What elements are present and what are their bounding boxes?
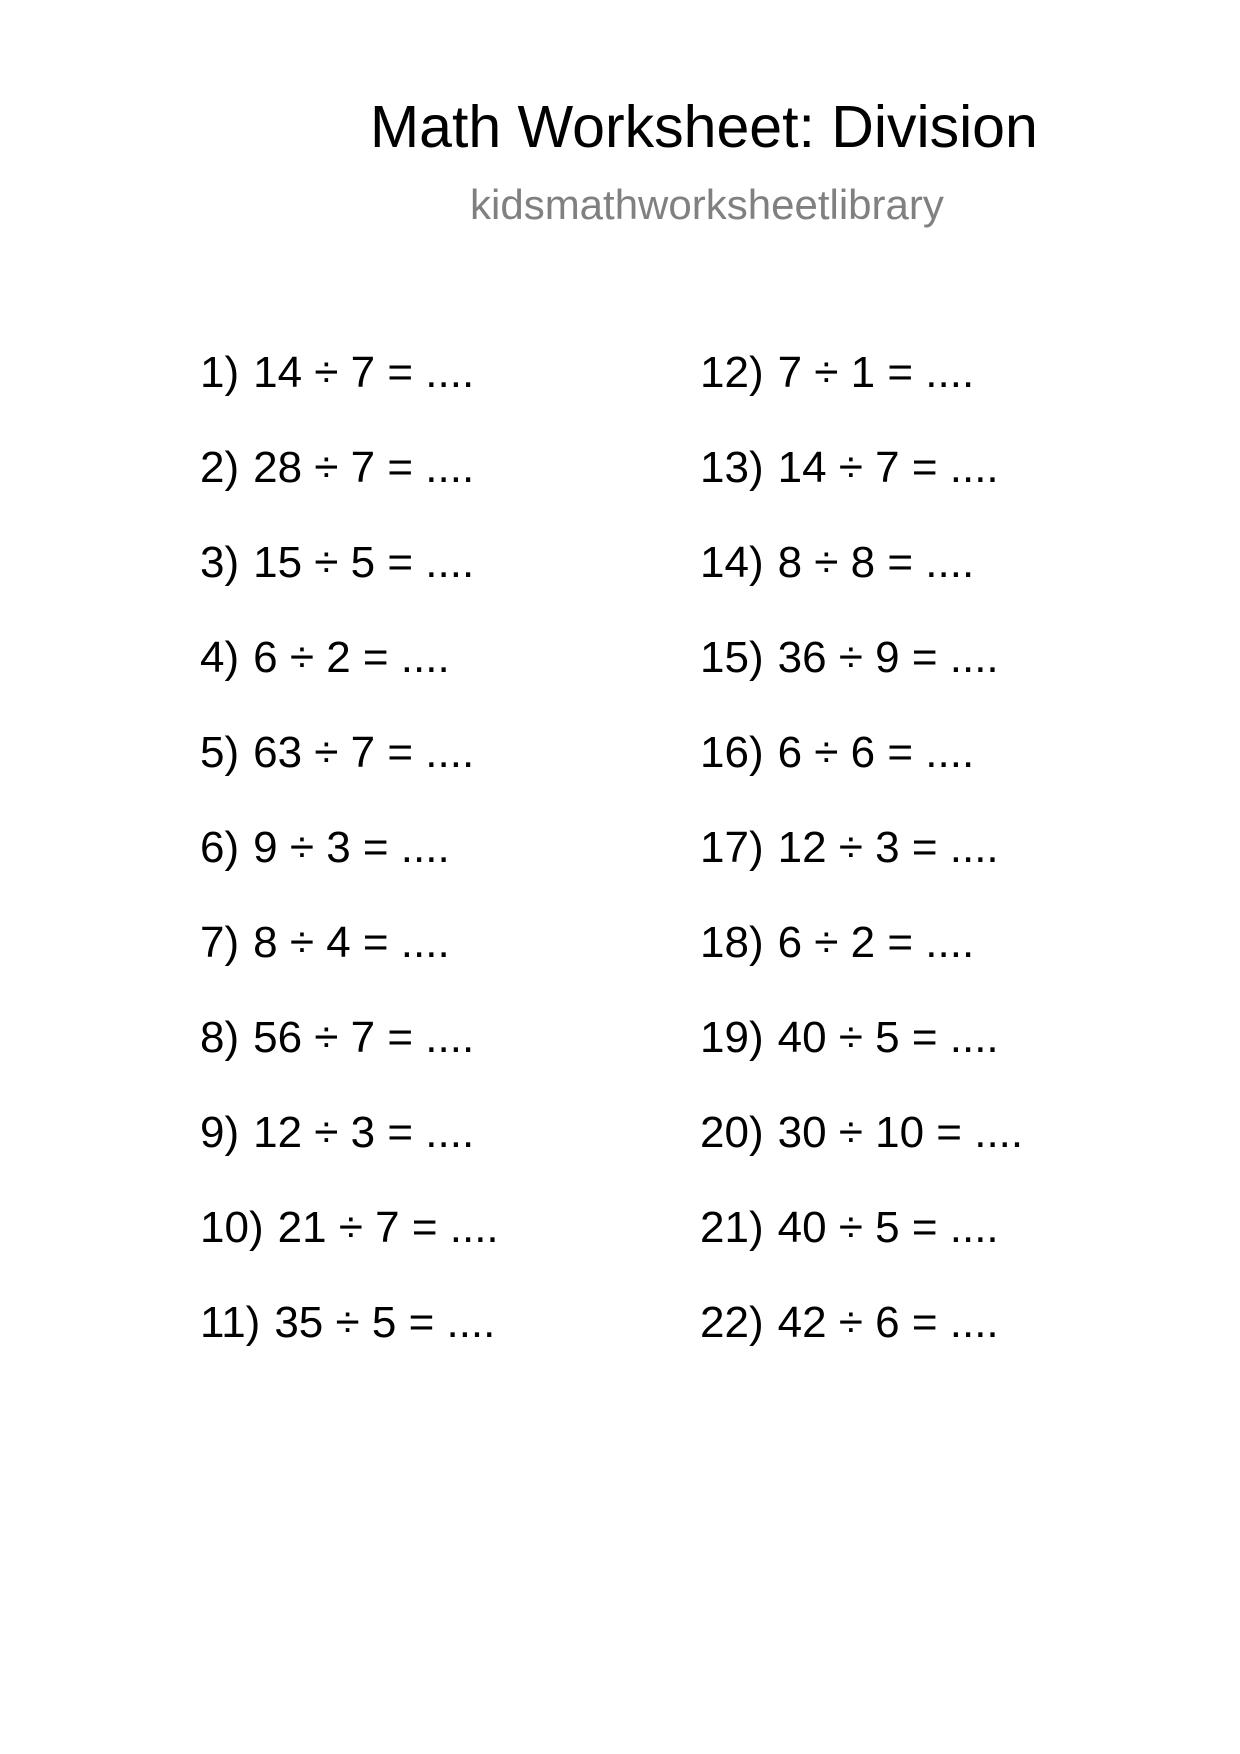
problem-number: 8) (200, 1013, 240, 1062)
problem-item (200, 918, 680, 1013)
problem-item (200, 538, 680, 633)
problem-number: 18) (700, 918, 764, 967)
problem-number: 14) (700, 538, 764, 587)
problem-item (200, 823, 680, 918)
problem-number: 9) (200, 1108, 240, 1157)
problem-number: 20) (700, 1108, 764, 1157)
page-title: Math Worksheet: Division (370, 94, 1038, 160)
problem-item (200, 1203, 680, 1298)
problem-number: 16) (700, 728, 764, 777)
problem-expression: 12 ÷ 3 = .... (253, 1108, 475, 1157)
problem-item (700, 443, 1120, 538)
problem-expression: 7 ÷ 1 = .... (777, 348, 975, 397)
page-subtitle: kidsmathworksheetlibrary (470, 181, 944, 228)
problem-expression: 30 ÷ 10 = .... (777, 1108, 1024, 1157)
problems-left-column (200, 348, 680, 1393)
problem-number: 13) (700, 443, 764, 492)
problem-expression: 6 ÷ 6 = .... (777, 728, 975, 777)
problem-expression: 15 ÷ 5 = .... (253, 538, 475, 587)
problem-item (200, 1108, 680, 1203)
problem-number: 11) (200, 1298, 261, 1347)
problem-item (200, 348, 680, 443)
problem-number: 4) (200, 633, 240, 682)
problem-item (700, 633, 1120, 728)
problem-item (200, 633, 680, 728)
problem-item (200, 1298, 680, 1393)
problem-item (700, 538, 1120, 633)
problem-number: 3) (200, 538, 240, 587)
problem-item (700, 918, 1120, 1013)
problem-expression: 14 ÷ 7 = .... (253, 348, 475, 397)
problem-expression: 9 ÷ 3 = .... (253, 823, 450, 872)
problem-number: 19) (700, 1013, 764, 1062)
problem-expression: 8 ÷ 8 = .... (777, 538, 975, 587)
problems-right-column (700, 348, 1120, 1393)
problem-expression: 14 ÷ 7 = .... (777, 443, 999, 492)
problem-expression: 8 ÷ 4 = .... (253, 918, 450, 967)
problem-item (700, 1013, 1120, 1108)
problem-number: 5) (200, 728, 240, 777)
problem-expression: 56 ÷ 7 = .... (253, 1013, 475, 1062)
problem-number: 6) (200, 823, 240, 872)
problem-expression: 21 ÷ 7 = .... (277, 1203, 499, 1252)
problem-number: 12) (700, 348, 764, 397)
problem-number: 22) (700, 1298, 764, 1347)
problem-expression: 40 ÷ 5 = .... (777, 1013, 999, 1062)
problem-item (700, 728, 1120, 823)
problem-item (200, 1013, 680, 1108)
problem-expression: 42 ÷ 6 = .... (777, 1298, 999, 1347)
problem-number: 21) (700, 1203, 764, 1252)
problem-item (700, 1108, 1120, 1203)
problem-item (200, 443, 680, 538)
problem-expression: 40 ÷ 5 = .... (777, 1203, 999, 1252)
problem-expression: 63 ÷ 7 = .... (253, 728, 475, 777)
problem-number: 7) (200, 918, 240, 967)
problem-item (700, 823, 1120, 918)
problem-number: 1) (200, 348, 240, 397)
problem-number: 10) (200, 1203, 264, 1252)
problem-expression: 28 ÷ 7 = .... (253, 443, 475, 492)
problem-number: 17) (700, 823, 764, 872)
problem-expression: 36 ÷ 9 = .... (777, 633, 999, 682)
problem-expression: 6 ÷ 2 = .... (777, 918, 975, 967)
problem-number: 2) (200, 443, 240, 492)
problem-item (700, 348, 1120, 443)
problem-item (200, 728, 680, 823)
problem-number: 15) (700, 633, 764, 682)
problem-expression: 12 ÷ 3 = .... (777, 823, 999, 872)
problem-item (700, 1203, 1120, 1298)
problem-expression: 6 ÷ 2 = .... (253, 633, 450, 682)
problem-expression: 35 ÷ 5 = .... (274, 1298, 496, 1347)
problem-item (700, 1298, 1120, 1393)
